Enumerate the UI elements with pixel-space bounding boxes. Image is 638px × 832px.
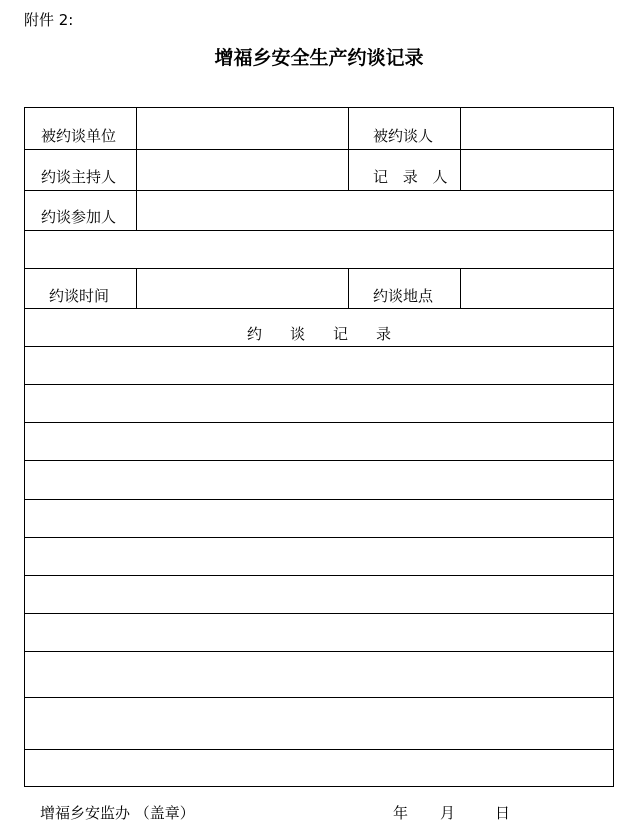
row-divider: [25, 308, 613, 309]
recorder-label: 记 录 人: [373, 168, 453, 186]
interview-record-form: [24, 107, 614, 787]
record-heading: 约谈记录: [246, 325, 419, 343]
participants-continuation-field[interactable]: [25, 231, 613, 268]
office-seal-label: 增福乡安监办 （盖章）: [40, 804, 195, 822]
interviewee-field[interactable]: [461, 108, 613, 149]
time-field[interactable]: [137, 269, 348, 308]
attachment-label: 附件 2:: [24, 11, 74, 29]
host-label: 约谈主持人: [41, 168, 117, 186]
interviewee-label: 被约谈人: [373, 127, 434, 145]
location-field[interactable]: [461, 269, 613, 308]
participants-label: 约谈参加人: [41, 208, 117, 226]
record-content-area[interactable]: [25, 347, 613, 786]
recorder-field[interactable]: [461, 150, 613, 190]
year-label: 年: [393, 804, 409, 822]
day-label: 日: [495, 804, 511, 822]
host-field[interactable]: [137, 150, 348, 190]
interviewed-unit-label: 被约谈单位: [41, 127, 117, 145]
column-divider: [348, 108, 349, 190]
time-label: 约谈时间: [49, 287, 110, 305]
interviewed-unit-field[interactable]: [137, 108, 348, 149]
participants-field[interactable]: [137, 191, 613, 230]
page-title: 增福乡安全生产约谈记录: [214, 47, 424, 69]
location-label: 约谈地点: [373, 287, 434, 305]
month-label: 月: [440, 804, 456, 822]
column-divider: [348, 268, 349, 308]
